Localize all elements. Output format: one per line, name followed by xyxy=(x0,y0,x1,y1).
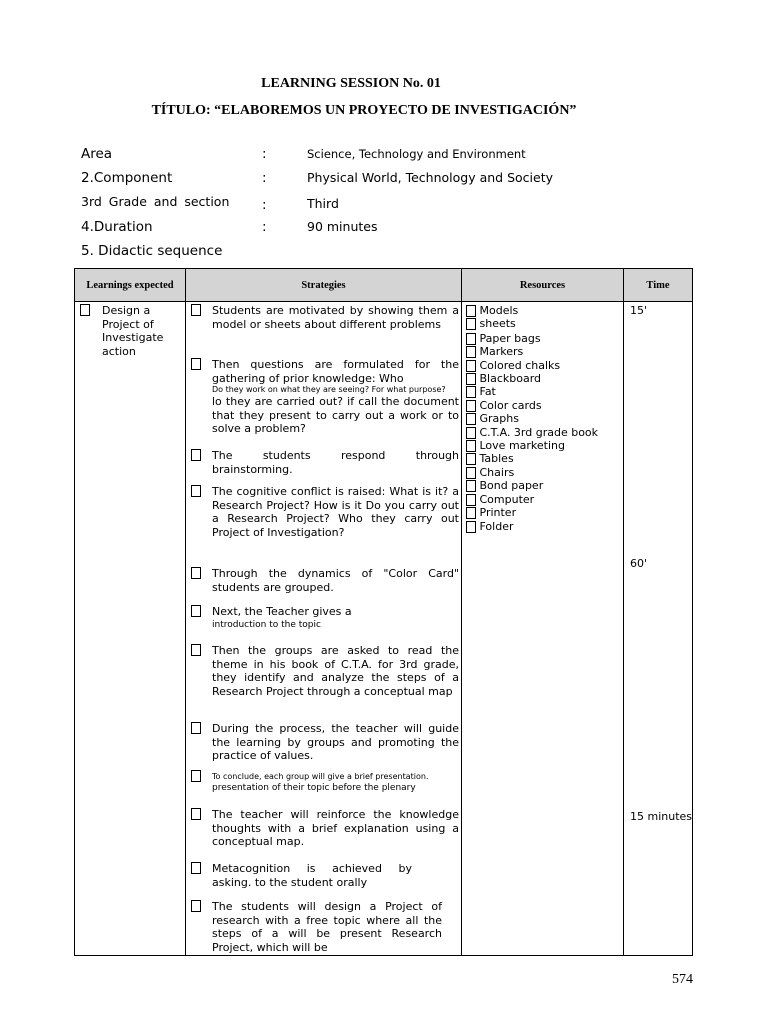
list-item: The students respond through brainstorming. xyxy=(186,449,461,485)
header-resources: Resources xyxy=(462,269,624,302)
duration-label: 4.Duration xyxy=(81,219,153,235)
session-title: LEARNING SESSION No. 01 xyxy=(261,76,441,91)
list-item-note: presentation of their topic before the plenary xyxy=(212,783,416,793)
colon: : xyxy=(262,170,267,186)
learning-text: Design a Project of Investigate action xyxy=(102,304,164,358)
resource-item: Bond paper xyxy=(462,479,623,492)
resource-item: Color cards xyxy=(462,399,623,412)
header-learnings: Learnings expected xyxy=(75,269,186,302)
checkbox-icon xyxy=(191,644,201,656)
time-value: 60' xyxy=(630,557,648,570)
list-item: Through the dynamics of "Color Card" students are grouped. xyxy=(186,567,461,605)
resource-item: Paper bags xyxy=(462,332,623,345)
grade-label: 3rd Grade and section xyxy=(81,194,230,209)
list-item: The cognitive conflict is raised: What is it? a Research Project? How is it Do you carry out a Research Project? Who they carry out Project of Investigation? xyxy=(186,485,461,567)
header-time: Time xyxy=(624,269,693,302)
checkbox-icon xyxy=(191,567,201,579)
checkbox-icon xyxy=(191,770,201,782)
checkbox-icon xyxy=(191,449,201,461)
component-value: Physical World, Technology and Society xyxy=(307,170,553,185)
checkbox-icon xyxy=(191,900,201,912)
list-item: The students will design a Project of research with a free topic where all the steps of a will be present Research Project, which will be xyxy=(186,900,461,954)
checkbox-icon xyxy=(191,722,201,734)
list-item: Then the groups are asked to read the theme in his book of C.T.A. for 3rd grade, they identify and analyze the steps of a Research Project through a conceptual map xyxy=(186,644,461,722)
checkbox-icon xyxy=(191,862,201,874)
list-item: The teacher will reinforce the knowledge thoughts with a brief explanation using a conceptual map. xyxy=(186,808,461,862)
list-item: Next, the Teacher gives a xyxy=(186,605,461,619)
colon: : xyxy=(262,219,267,235)
resource-item: Love marketing xyxy=(462,439,623,452)
resource-item: Folder xyxy=(462,520,623,533)
resource-item: Colored chalks xyxy=(462,359,623,372)
resource-item: Blackboard xyxy=(462,372,623,385)
list-item-note: Do they work on what they are seeing? For what purpose? xyxy=(212,385,446,394)
list-item: Students are motivated by showing them a model or sheets about different problems xyxy=(186,304,461,358)
resource-item: Tables xyxy=(462,452,623,465)
checkbox-icon xyxy=(191,605,201,617)
resource-item: Printer xyxy=(462,506,623,519)
list-item: Metacognition is achieved by asking. to the student orally xyxy=(186,862,461,900)
strategies-cell xyxy=(186,302,462,956)
checkbox-icon xyxy=(191,485,201,497)
colon: : xyxy=(262,146,267,162)
colon: : xyxy=(262,197,267,213)
sequence-label: 5. Didactic sequence xyxy=(81,243,223,259)
list-item: lo they are carried out? if call the document that they present to carry out a work or to solve a problem? xyxy=(212,395,459,435)
time-value: 15 minutes xyxy=(630,810,693,823)
checkbox-icon xyxy=(191,358,201,370)
area-label: Area xyxy=(81,146,113,162)
list-item: Then questions are formulated for the gathering of prior knowledge: Who xyxy=(186,358,461,385)
resource-item: Markers xyxy=(462,345,623,358)
resource-item: Fat xyxy=(462,385,623,398)
checkbox-icon xyxy=(191,808,201,820)
resource-item: Chairs xyxy=(462,466,623,479)
list-item: During the process, the teacher will guide the learning by groups and promoting the practice of values. xyxy=(186,722,461,770)
component-label: 2.Component xyxy=(81,170,173,186)
time-cell xyxy=(624,302,693,956)
resource-item: C.T.A. 3rd grade book xyxy=(462,426,623,439)
area-value: Science, Technology and Environment xyxy=(307,147,526,161)
list-item-note: introduction to the topic xyxy=(212,620,321,630)
resource-item: Models xyxy=(462,304,623,317)
resource-item: sheets xyxy=(462,317,623,330)
grade-value: Third xyxy=(307,196,339,211)
checkbox-icon xyxy=(191,304,201,316)
didactic-sequence-table xyxy=(74,268,693,956)
resource-item: Graphs xyxy=(462,412,623,425)
list-item: To conclude, each group will give a brief presentation. xyxy=(186,770,461,782)
learnings-cell xyxy=(75,302,186,956)
table-header-row xyxy=(75,269,693,302)
resources-cell xyxy=(462,302,624,956)
resource-item: Computer xyxy=(462,493,623,506)
duration-value: 90 minutes xyxy=(307,219,378,234)
checkbox-icon xyxy=(80,304,90,318)
document-title: TÍTULO: “ELABOREMOS UN PROYECTO DE INVESTIGACIÓN” xyxy=(151,103,577,118)
page-number: 574 xyxy=(672,972,693,987)
time-value: 15' xyxy=(630,304,648,317)
table-row xyxy=(75,302,693,956)
header-strategies: Strategies xyxy=(186,269,462,302)
